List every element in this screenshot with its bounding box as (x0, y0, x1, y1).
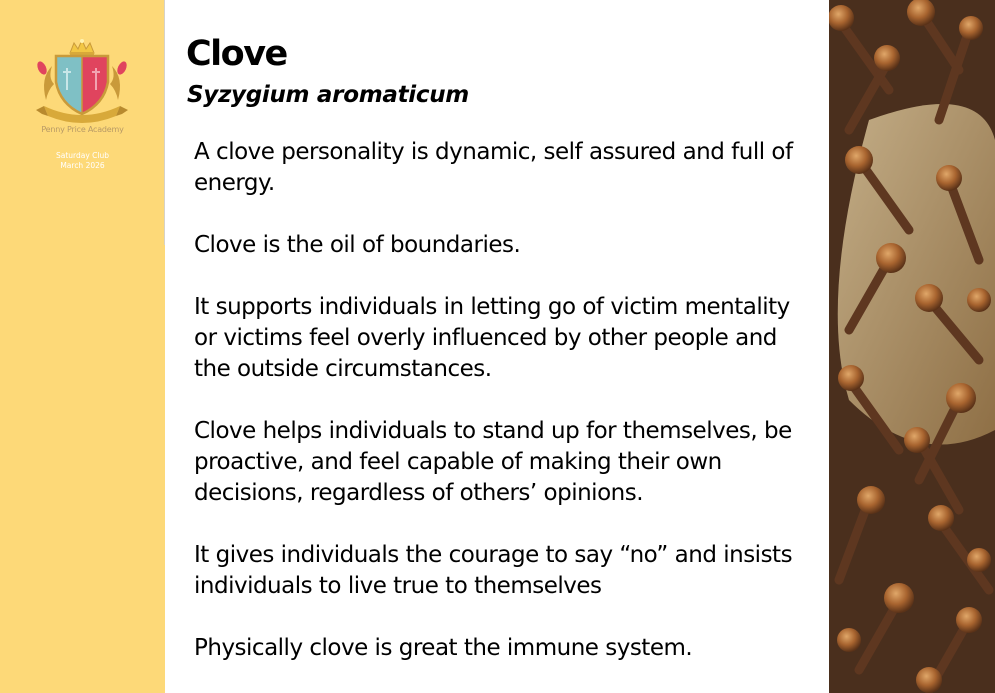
crown-icon (70, 39, 94, 55)
body-paragraph: Physically clove is great the immune system. (194, 635, 693, 661)
slide-subtitle: Syzygium aromaticum (187, 82, 469, 108)
academy-name: Penny Price Academy (41, 125, 124, 134)
shield-icon (56, 56, 108, 114)
body-paragraph: It supports individuals in letting go of victim mentality or victims feel overly influenced by other people and the outside circumstances. (194, 294, 790, 382)
club-date: March 2026 (60, 161, 105, 170)
slide-body (194, 137, 816, 664)
clove-spice-photo (829, 0, 995, 693)
body-paragraph: Clove is the oil of boundaries. (194, 232, 521, 258)
academy-crest-logo (30, 38, 134, 124)
slide-title: Clove (186, 34, 287, 74)
body-paragraph: Clove helps individuals to stand up for themselves, be proactive, and feel capable of making their own decisions, regardless of others’ opinions. (194, 418, 792, 506)
club-name: Saturday Club (55, 151, 110, 160)
body-paragraph: It gives individuals the courage to say “no” and insists individuals to live true to themselves (194, 542, 793, 599)
sidebar (0, 0, 165, 693)
body-paragraph: A clove personality is dynamic, self assured and full of energy. (194, 139, 793, 196)
sidebar-divider (164, 0, 165, 245)
